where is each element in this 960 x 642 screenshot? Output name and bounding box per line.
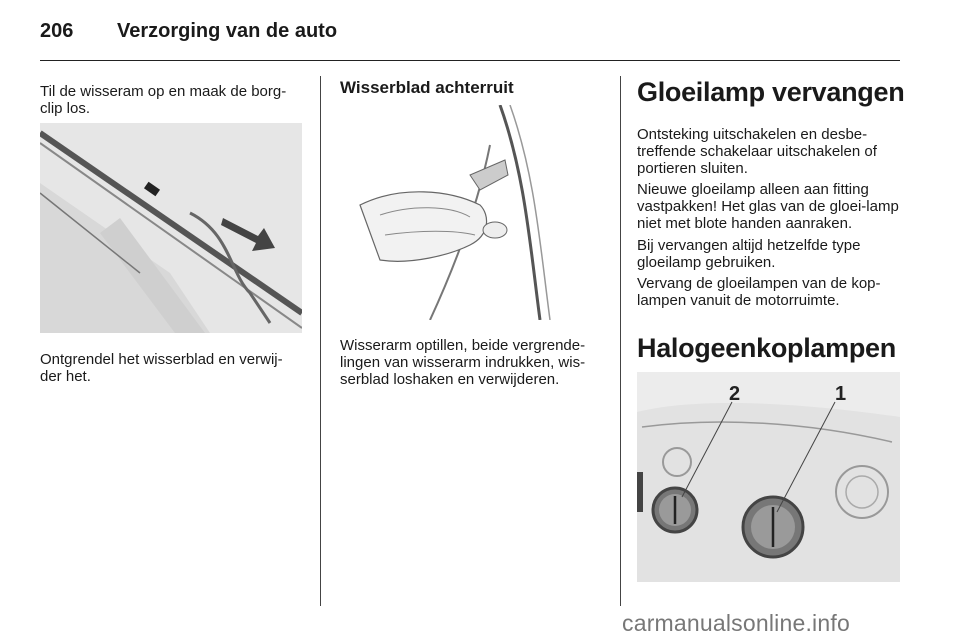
callout-label-1: 1 bbox=[835, 383, 847, 405]
col3-paragraph-1: Ontsteking uitschakelen en desbe-treffende schakelaar uitschakelen of portieren sluiten. bbox=[637, 126, 877, 177]
col1-caption: Ontgrendel het wisserblad en verwij-der het. bbox=[40, 351, 283, 385]
col3-paragraph-4: Vervang de gloeilampen van de kop-lampen vanuit de motorruimte. bbox=[637, 275, 881, 309]
col3-heading: Gloeilamp vervangen bbox=[637, 77, 905, 107]
wiper-release-illustration bbox=[40, 123, 302, 333]
col3-paragraph-3: Bij vervangen altijd hetzelfde type gloeilamp gebruiken. bbox=[637, 237, 861, 271]
page-number: 206 bbox=[40, 20, 74, 42]
col2-heading: Wisserblad achterruit bbox=[340, 78, 514, 97]
header-rule bbox=[40, 60, 900, 61]
col3-paragraph-2: Nieuwe gloeilamp alleen aan fitting vastpakken! Het glas van de gloei-lamp niet met blote handen aanraken. bbox=[637, 181, 899, 232]
column-divider-1 bbox=[320, 76, 321, 606]
col2-caption: Wisserarm optillen, beide vergrende-lingen van wisserarm indrukken, wis-serblad loshaken en verwijderen. bbox=[340, 337, 586, 388]
callout-label-2: 2 bbox=[729, 383, 741, 405]
watermark: carmanualsonline.info bbox=[622, 610, 850, 636]
rear-wiper-illustration bbox=[340, 105, 602, 320]
col1-intro: Til de wisseram op en maak de borg-clip los. bbox=[40, 83, 287, 117]
col3-subheading: Halogeenkoplampen bbox=[637, 333, 896, 363]
halogen-headlamp-illustration bbox=[637, 372, 900, 582]
page-title: Verzorging van de auto bbox=[117, 20, 338, 42]
column-divider-2 bbox=[620, 76, 621, 606]
